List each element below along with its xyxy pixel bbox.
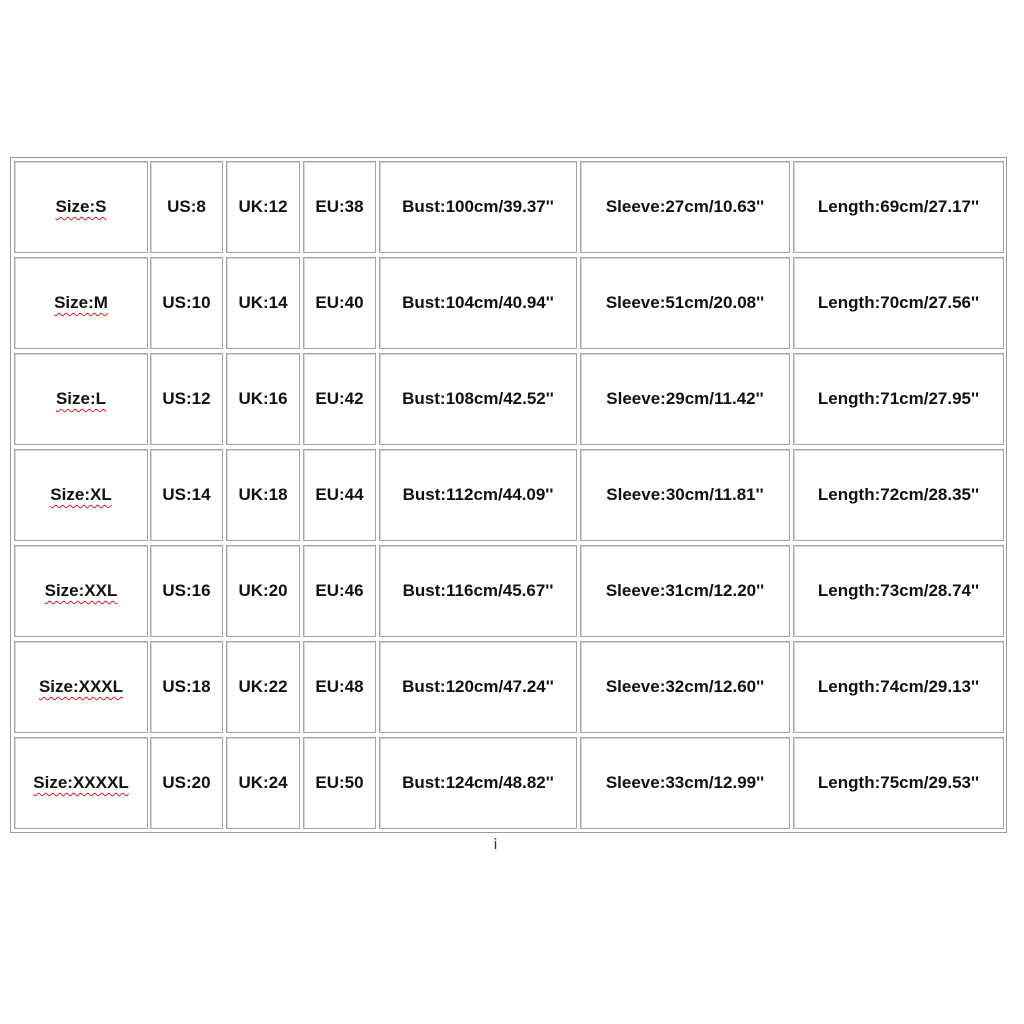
eu-size-cell[interactable]: EU:42 (303, 353, 376, 445)
eu-size-cell[interactable]: EU:44 (303, 449, 376, 541)
sleeve-cell[interactable]: Sleeve:31cm/12.20'' (580, 545, 790, 637)
text-cursor-icon: Ꭵ (494, 835, 498, 853)
sleeve-cell[interactable]: Sleeve:29cm/11.42'' (580, 353, 790, 445)
table-row (11, 350, 1006, 446)
us-size-cell[interactable]: US:10 (150, 257, 223, 349)
length-cell[interactable]: Length:75cm/29.53'' (793, 737, 1004, 829)
size-label-cell[interactable] (14, 545, 148, 637)
eu-size-cell[interactable]: EU:46 (303, 545, 376, 637)
size-label-cell[interactable] (14, 161, 148, 253)
bust-cell[interactable]: Bust:120cm/47.24'' (379, 641, 577, 733)
us-size-cell[interactable]: US:14 (150, 449, 223, 541)
size-label: Size:M (54, 293, 108, 312)
table-row (11, 254, 1006, 350)
table-row (11, 446, 1006, 542)
uk-size-cell[interactable]: UK:24 (226, 737, 300, 829)
sleeve-cell[interactable]: Sleeve:32cm/12.60'' (580, 641, 790, 733)
table-row (11, 638, 1006, 734)
size-label-cell[interactable] (14, 737, 148, 829)
length-cell[interactable]: Length:69cm/27.17'' (793, 161, 1004, 253)
length-cell[interactable]: Length:70cm/27.56'' (793, 257, 1004, 349)
sleeve-cell[interactable]: Sleeve:27cm/10.63'' (580, 161, 790, 253)
bust-cell[interactable]: Bust:100cm/39.37'' (379, 161, 577, 253)
size-label: Size:XXXXL (33, 773, 129, 792)
eu-size-cell[interactable]: EU:38 (303, 161, 376, 253)
size-label-cell[interactable] (14, 641, 148, 733)
us-size-cell[interactable]: US:12 (150, 353, 223, 445)
sleeve-cell[interactable]: Sleeve:33cm/12.99'' (580, 737, 790, 829)
size-label-cell[interactable] (14, 449, 148, 541)
bust-cell[interactable]: Bust:112cm/44.09'' (379, 449, 577, 541)
uk-size-cell[interactable]: UK:22 (226, 641, 300, 733)
uk-size-cell[interactable]: UK:16 (226, 353, 300, 445)
bust-cell[interactable]: Bust:104cm/40.94'' (379, 257, 577, 349)
sleeve-cell[interactable]: Sleeve:30cm/11.81'' (580, 449, 790, 541)
size-label-cell[interactable] (14, 257, 148, 349)
table-row (11, 734, 1006, 830)
uk-size-cell[interactable]: UK:20 (226, 545, 300, 637)
size-label: Size:S (55, 197, 107, 216)
uk-size-cell[interactable]: UK:14 (226, 257, 300, 349)
length-cell[interactable]: Length:71cm/27.95'' (793, 353, 1004, 445)
size-label: Size:XXXL (38, 677, 124, 696)
size-chart-table (10, 157, 1007, 833)
eu-size-cell[interactable]: EU:50 (303, 737, 376, 829)
sleeve-cell[interactable]: Sleeve:51cm/20.08'' (580, 257, 790, 349)
size-label: Size:L (55, 389, 107, 408)
table-row (11, 158, 1006, 254)
us-size-cell[interactable]: US:8 (150, 161, 223, 253)
eu-size-cell[interactable]: EU:48 (303, 641, 376, 733)
bust-cell[interactable]: Bust:108cm/42.52'' (379, 353, 577, 445)
us-size-cell[interactable]: US:20 (150, 737, 223, 829)
size-label-cell[interactable] (14, 353, 148, 445)
bust-cell[interactable]: Bust:116cm/45.67'' (379, 545, 577, 637)
us-size-cell[interactable]: US:16 (150, 545, 223, 637)
table-row (11, 542, 1006, 638)
size-label: Size:XL (50, 485, 112, 504)
uk-size-cell[interactable]: UK:12 (226, 161, 300, 253)
length-cell[interactable]: Length:74cm/29.13'' (793, 641, 1004, 733)
size-label: Size:XXL (44, 581, 118, 600)
length-cell[interactable]: Length:73cm/28.74'' (793, 545, 1004, 637)
length-cell[interactable]: Length:72cm/28.35'' (793, 449, 1004, 541)
us-size-cell[interactable]: US:18 (150, 641, 223, 733)
eu-size-cell[interactable]: EU:40 (303, 257, 376, 349)
uk-size-cell[interactable]: UK:18 (226, 449, 300, 541)
bust-cell[interactable]: Bust:124cm/48.82'' (379, 737, 577, 829)
